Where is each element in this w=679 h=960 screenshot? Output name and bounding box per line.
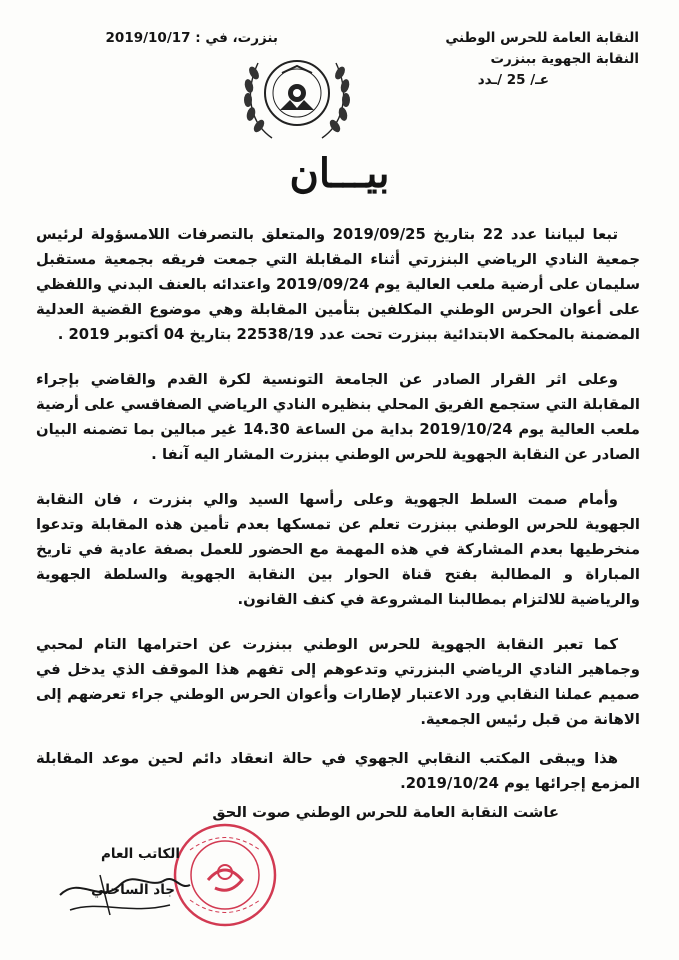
statement-body	[36, 222, 640, 810]
union-emblem-icon	[232, 38, 362, 153]
org-name: النقابة العامة للحرس الوطني	[445, 30, 639, 46]
reference-number: عـ/ 25 /ـدد	[477, 72, 549, 88]
document-title: بيـــان	[289, 150, 390, 197]
signatory-title: الكاتب العام	[101, 846, 180, 862]
letterhead	[399, 28, 639, 91]
paragraph-5: هذا ويبقى المكتب النقابي الجهوي في حالة انعقاد دائم لحين موعد المقابلة المزمع إجرائها يوم 2019/10/24.	[36, 750, 640, 792]
paragraph-2: وعلى اثر القرار الصادر عن الجامعة التونسية لكرة القدم والقاضي بإجراء المقابلة التي ستجمع الفريق المحلي بنظيره النادي الرياضي الصفاقسي على أرضية ملعب العالية يوم 2019/10/24 بداية من الساعة 14.30 غير مبالين بما تضمنه البيان الصادر عن النقابة الجهوية للحرس الوطني ببنزرت المشار اليه آنفا .	[36, 371, 640, 463]
closing-slogan: عاشت النقابة العامة للحرس الوطني صوت الحق	[212, 804, 559, 821]
signatory-name: جاد الساحلي	[91, 882, 175, 898]
paragraph-1: تبعا لبياننا عدد 22 بتاريخ 2019/09/25 والمتعلق بالتصرفات اللامسؤولة لرئيس جمعية النادي الرياضي البنزرتي أثناء المقابلة التي جمعت فريقه بجمعية مستقبل سليمان على أرضية ملعب العالية يوم 2019/09/24 واعتدائه بالعنف البدني واللفظي على أعوان الحرس الوطني المكلفين بتأمين المقابلة وهي موضوع القضية العدلية المضمنة بالمحكمة الابتدائية ببنزرت تحت عدد 22538/19 بتاريخ 04 أكتوبر 2019 .	[36, 226, 640, 343]
place-date: بنزرت، في : 2019/10/17	[105, 30, 278, 46]
paragraph-4: كما تعبر النقابة الجهوية للحرس الوطني ببنزرت عن احترامها التام لمحبي وجماهير النادي الرياضي البنزرتي وتدعوهم إلى تفهم هذا الموقف الذي يدخل في صميم عملنا النقابي ورد الاعتبار لإطارات وأعوان الحرس الوطني جراء تعرضهم إلى الاهانة من قبل رئيس الجمعية.	[36, 636, 640, 728]
paragraph-3: وأمام صمت السلط الجهوية وعلى رأسها السيد والي بنزرت ، فان النقابة الجهوية للحرس الوطني ببنزرت تعلم عن تمسكها بعدم تأمين هذه المقابلة وتدعوا منخرطيها بعدم المشاركة في هذه المهمة مع الحضور للعمل بصفة عادية في تاريخ المباراة و المطالبة بفتح قناة الحوار بين النقابة الجهوية والسلطة الجهوية والرياضية للالتزام بمطالبنا المشروعة في كنف القانون.	[36, 491, 640, 608]
branch-name: النقابة الجهوية ببنزرت	[490, 51, 639, 67]
